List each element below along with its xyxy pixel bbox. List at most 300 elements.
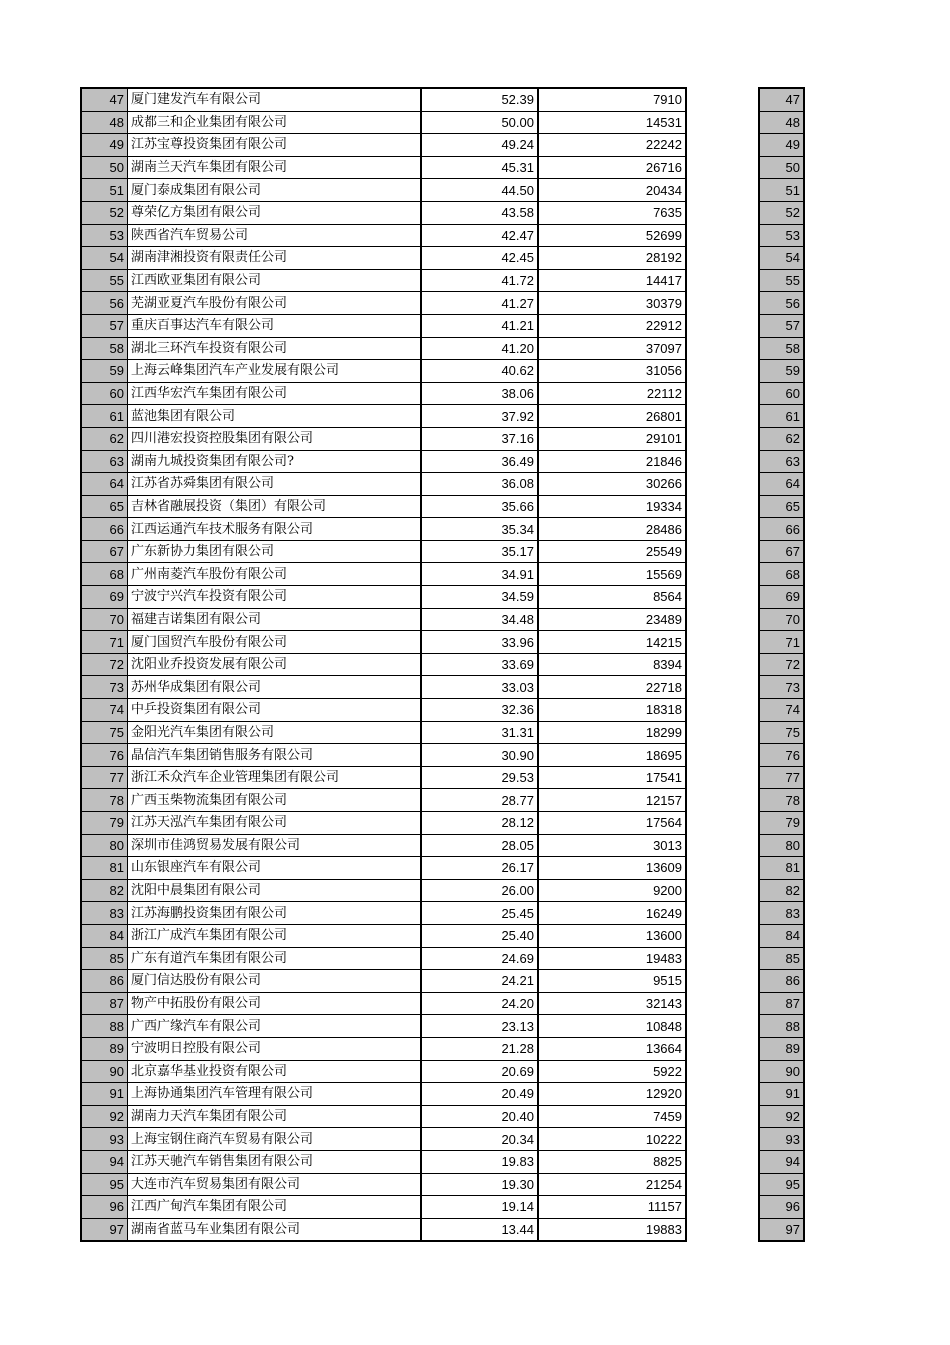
- rank-index-row: [759, 427, 804, 450]
- rank-cell: 55: [81, 269, 128, 292]
- table-row: [81, 450, 686, 473]
- company-name-cell: 四川港宏投资控股集团有限公司: [128, 427, 422, 450]
- value-cell: 25.40: [421, 924, 538, 947]
- value-cell: 20.69: [421, 1060, 538, 1083]
- rank-index-row: [759, 879, 804, 902]
- rank-cell: 71: [81, 631, 128, 654]
- rank-cell: 54: [81, 247, 128, 270]
- rank-index-cell: 82: [759, 879, 804, 902]
- table-row: [81, 337, 686, 360]
- value-cell: 43.58: [421, 201, 538, 224]
- count-cell: 7459: [538, 1105, 686, 1128]
- rank-index-row: [759, 812, 804, 835]
- value-cell: 36.49: [421, 450, 538, 473]
- rank-index-cell: 86: [759, 970, 804, 993]
- table-row: [81, 924, 686, 947]
- company-name-cell: 陕西省汽车贸易公司: [128, 224, 422, 247]
- company-name-cell: 湖南兰天汽车集团有限公司: [128, 156, 422, 179]
- rank-index-column: [758, 87, 805, 1242]
- table-row: [81, 563, 686, 586]
- rank-cell: 66: [81, 518, 128, 541]
- rank-index-cell: 48: [759, 111, 804, 134]
- rank-cell: 82: [81, 879, 128, 902]
- rank-index-row: [759, 924, 804, 947]
- value-cell: 41.21: [421, 314, 538, 337]
- rank-index-row: [759, 857, 804, 880]
- rank-index-cell: 50: [759, 156, 804, 179]
- count-cell: 7910: [538, 88, 686, 111]
- value-cell: 24.20: [421, 992, 538, 1015]
- ranking-table-body: [81, 88, 686, 1241]
- value-cell: 34.91: [421, 563, 538, 586]
- company-name-cell: 福建吉诺集团有限公司: [128, 608, 422, 631]
- rank-cell: 89: [81, 1037, 128, 1060]
- table-row: [81, 1128, 686, 1151]
- rank-cell: 70: [81, 608, 128, 631]
- company-name-cell: 江苏省苏舜集团有限公司: [128, 473, 422, 496]
- company-name-cell: 湖南省蓝马车业集团有限公司: [128, 1218, 422, 1241]
- rank-index-row: [759, 789, 804, 812]
- rank-cell: 47: [81, 88, 128, 111]
- value-cell: 30.90: [421, 744, 538, 767]
- company-name-cell: 尊荣亿方集团有限公司: [128, 201, 422, 224]
- rank-cell: 83: [81, 902, 128, 925]
- rank-cell: 59: [81, 360, 128, 383]
- value-cell: 45.31: [421, 156, 538, 179]
- rank-cell: 76: [81, 744, 128, 767]
- rank-index-row: [759, 1150, 804, 1173]
- rank-index-cell: 77: [759, 766, 804, 789]
- rank-index-cell: 53: [759, 224, 804, 247]
- table-row: [81, 789, 686, 812]
- table-row: [81, 1105, 686, 1128]
- value-cell: 19.30: [421, 1173, 538, 1196]
- rank-index-row: [759, 766, 804, 789]
- company-name-cell: 上海云峰集团汽车产业发展有限公司: [128, 360, 422, 383]
- company-name-cell: 江苏天泓汽车集团有限公司: [128, 812, 422, 835]
- value-cell: 34.48: [421, 608, 538, 631]
- table-row: [81, 766, 686, 789]
- rank-index-cell: 69: [759, 586, 804, 609]
- rank-index-row: [759, 360, 804, 383]
- rank-cell: 95: [81, 1173, 128, 1196]
- value-cell: 50.00: [421, 111, 538, 134]
- rank-index-row: [759, 495, 804, 518]
- rank-cell: 90: [81, 1060, 128, 1083]
- rank-index-row: [759, 247, 804, 270]
- company-name-cell: 广东新协力集团有限公司: [128, 540, 422, 563]
- rank-index-row: [759, 382, 804, 405]
- rank-index-cell: 84: [759, 924, 804, 947]
- rank-cell: 64: [81, 473, 128, 496]
- rank-cell: 92: [81, 1105, 128, 1128]
- rank-index-cell: 83: [759, 902, 804, 925]
- value-cell: 31.31: [421, 721, 538, 744]
- table-row: [81, 540, 686, 563]
- count-cell: 32143: [538, 992, 686, 1015]
- company-name-cell: 厦门泰成集团有限公司: [128, 179, 422, 202]
- rank-index-row: [759, 1128, 804, 1151]
- count-cell: 22242: [538, 134, 686, 157]
- count-cell: 29101: [538, 427, 686, 450]
- value-cell: 35.17: [421, 540, 538, 563]
- rank-index-row: [759, 586, 804, 609]
- count-cell: 16249: [538, 902, 686, 925]
- table-row: [81, 857, 686, 880]
- count-cell: 22718: [538, 676, 686, 699]
- count-cell: 28192: [538, 247, 686, 270]
- count-cell: 10848: [538, 1015, 686, 1038]
- count-cell: 17564: [538, 812, 686, 835]
- count-cell: 8394: [538, 653, 686, 676]
- rank-index-row: [759, 111, 804, 134]
- value-cell: 35.34: [421, 518, 538, 541]
- rank-cell: 48: [81, 111, 128, 134]
- value-cell: 41.72: [421, 269, 538, 292]
- company-name-cell: 湖南力天汽车集团有限公司: [128, 1105, 422, 1128]
- rank-cell: 88: [81, 1015, 128, 1038]
- rank-cell: 84: [81, 924, 128, 947]
- rank-index-cell: 88: [759, 1015, 804, 1038]
- table-row: [81, 1037, 686, 1060]
- table-row: [81, 518, 686, 541]
- rank-index-row: [759, 563, 804, 586]
- company-name-cell: 广东有道汽车集团有限公司: [128, 947, 422, 970]
- count-cell: 26801: [538, 405, 686, 428]
- value-cell: 49.24: [421, 134, 538, 157]
- rank-index-cell: 68: [759, 563, 804, 586]
- rank-index-cell: 90: [759, 1060, 804, 1083]
- rank-cell: 73: [81, 676, 128, 699]
- rank-index-row: [759, 653, 804, 676]
- rank-cell: 75: [81, 721, 128, 744]
- rank-index-cell: 89: [759, 1037, 804, 1060]
- count-cell: 19483: [538, 947, 686, 970]
- rank-index-row: [759, 473, 804, 496]
- table-row: [81, 247, 686, 270]
- company-name-cell: 厦门建发汽车有限公司: [128, 88, 422, 111]
- table-row: [81, 111, 686, 134]
- value-cell: 24.69: [421, 947, 538, 970]
- rank-index-cell: 79: [759, 812, 804, 835]
- rank-index-cell: 76: [759, 744, 804, 767]
- rank-index-cell: 57: [759, 314, 804, 337]
- rank-index-row: [759, 676, 804, 699]
- count-cell: 31056: [538, 360, 686, 383]
- value-cell: 35.66: [421, 495, 538, 518]
- rank-cell: 80: [81, 834, 128, 857]
- rank-index-row: [759, 1173, 804, 1196]
- rank-index-cell: 59: [759, 360, 804, 383]
- company-name-cell: 江西欧亚集团有限公司: [128, 269, 422, 292]
- count-cell: 15569: [538, 563, 686, 586]
- rank-cell: 93: [81, 1128, 128, 1151]
- company-name-cell: 重庆百事达汽车有限公司: [128, 314, 422, 337]
- table-row: [81, 812, 686, 835]
- rank-index-row: [759, 450, 804, 473]
- count-cell: 17541: [538, 766, 686, 789]
- rank-index-cell: 65: [759, 495, 804, 518]
- value-cell: 38.06: [421, 382, 538, 405]
- company-name-cell: 成都三和企业集团有限公司: [128, 111, 422, 134]
- table-row: [81, 224, 686, 247]
- count-cell: 13600: [538, 924, 686, 947]
- rank-index-cell: 62: [759, 427, 804, 450]
- value-cell: 13.44: [421, 1218, 538, 1241]
- value-cell: 25.45: [421, 902, 538, 925]
- count-cell: 13664: [538, 1037, 686, 1060]
- rank-index-row: [759, 631, 804, 654]
- value-cell: 52.39: [421, 88, 538, 111]
- value-cell: 26.17: [421, 857, 538, 880]
- rank-cell: 78: [81, 789, 128, 812]
- table-row: [81, 1060, 686, 1083]
- rank-index-row: [759, 902, 804, 925]
- rank-cell: 81: [81, 857, 128, 880]
- count-cell: 18318: [538, 699, 686, 722]
- rank-index-row: [759, 608, 804, 631]
- rank-index-cell: 85: [759, 947, 804, 970]
- count-cell: 25549: [538, 540, 686, 563]
- company-name-cell: 物产中拓股份有限公司: [128, 992, 422, 1015]
- company-name-cell: 江西广甸汽车集团有限公司: [128, 1196, 422, 1219]
- company-name-cell: 大连市汽车贸易集团有限公司: [128, 1173, 422, 1196]
- company-name-cell: 湖南九城投资集团有限公司?: [128, 450, 422, 473]
- table-row: [81, 427, 686, 450]
- rank-index-row: [759, 269, 804, 292]
- company-name-cell: 湖南津湘投资有限责任公司: [128, 247, 422, 270]
- company-name-cell: 沈阳业乔投资发展有限公司: [128, 653, 422, 676]
- ranking-table: [80, 87, 687, 1242]
- rank-cell: 91: [81, 1083, 128, 1106]
- rank-index-row: [759, 156, 804, 179]
- company-name-cell: 浙江广成汽车集团有限公司: [128, 924, 422, 947]
- rank-index-cell: 92: [759, 1105, 804, 1128]
- table-row: [81, 360, 686, 383]
- rank-index-cell: 60: [759, 382, 804, 405]
- rank-cell: 96: [81, 1196, 128, 1219]
- rank-cell: 65: [81, 495, 128, 518]
- rank-cell: 57: [81, 314, 128, 337]
- value-cell: 42.45: [421, 247, 538, 270]
- count-cell: 8564: [538, 586, 686, 609]
- rank-index-cell: 51: [759, 179, 804, 202]
- rank-index-row: [759, 1196, 804, 1219]
- rank-index-row: [759, 224, 804, 247]
- table-row: [81, 1150, 686, 1173]
- table-row: [81, 134, 686, 157]
- table-row: [81, 586, 686, 609]
- company-name-cell: 江苏宝尊投资集团有限公司: [128, 134, 422, 157]
- rank-index-row: [759, 337, 804, 360]
- table-row: [81, 269, 686, 292]
- rank-index-cell: 54: [759, 247, 804, 270]
- rank-cell: 68: [81, 563, 128, 586]
- rank-index-cell: 95: [759, 1173, 804, 1196]
- table-row: [81, 201, 686, 224]
- count-cell: 18695: [538, 744, 686, 767]
- company-name-cell: 中乒投资集团有限公司: [128, 699, 422, 722]
- rank-cell: 53: [81, 224, 128, 247]
- company-name-cell: 山东银座汽车有限公司: [128, 857, 422, 880]
- table-row: [81, 1218, 686, 1241]
- count-cell: 14531: [538, 111, 686, 134]
- table-row: [81, 970, 686, 993]
- count-cell: 18299: [538, 721, 686, 744]
- company-name-cell: 蓝池集团有限公司: [128, 405, 422, 428]
- count-cell: 30266: [538, 473, 686, 496]
- table-row: [81, 495, 686, 518]
- value-cell: 34.59: [421, 586, 538, 609]
- rank-cell: 74: [81, 699, 128, 722]
- rank-index-row: [759, 405, 804, 428]
- rank-index-row: [759, 88, 804, 111]
- company-name-cell: 江苏海鹏投资集团有限公司: [128, 902, 422, 925]
- table-row: [81, 473, 686, 496]
- count-cell: 52699: [538, 224, 686, 247]
- company-name-cell: 湖北三环汽车投资有限公司: [128, 337, 422, 360]
- rank-cell: 62: [81, 427, 128, 450]
- rank-index-cell: 71: [759, 631, 804, 654]
- rank-index-row: [759, 834, 804, 857]
- count-cell: 12157: [538, 789, 686, 812]
- rank-cell: 61: [81, 405, 128, 428]
- value-cell: 20.40: [421, 1105, 538, 1128]
- value-cell: 20.49: [421, 1083, 538, 1106]
- company-name-cell: 上海协通集团汽车管理有限公司: [128, 1083, 422, 1106]
- value-cell: 19.14: [421, 1196, 538, 1219]
- value-cell: 41.27: [421, 292, 538, 315]
- count-cell: 37097: [538, 337, 686, 360]
- count-cell: 21846: [538, 450, 686, 473]
- rank-index-row: [759, 292, 804, 315]
- value-cell: 37.92: [421, 405, 538, 428]
- company-name-cell: 厦门国贸汽车股份有限公司: [128, 631, 422, 654]
- value-cell: 19.83: [421, 1150, 538, 1173]
- value-cell: 33.69: [421, 653, 538, 676]
- rank-index-cell: 93: [759, 1128, 804, 1151]
- company-name-cell: 北京嘉华基业投资有限公司: [128, 1060, 422, 1083]
- table-row: [81, 314, 686, 337]
- count-cell: 5922: [538, 1060, 686, 1083]
- rank-index-row: [759, 1105, 804, 1128]
- rank-index-cell: 55: [759, 269, 804, 292]
- rank-cell: 87: [81, 992, 128, 1015]
- rank-index-cell: 74: [759, 699, 804, 722]
- table-row: [81, 947, 686, 970]
- rank-cell: 58: [81, 337, 128, 360]
- count-cell: 7635: [538, 201, 686, 224]
- count-cell: 14417: [538, 269, 686, 292]
- count-cell: 21254: [538, 1173, 686, 1196]
- rank-index-cell: 49: [759, 134, 804, 157]
- rank-index-cell: 78: [759, 789, 804, 812]
- rank-index-cell: 66: [759, 518, 804, 541]
- count-cell: 9515: [538, 970, 686, 993]
- rank-cell: 56: [81, 292, 128, 315]
- rank-cell: 67: [81, 540, 128, 563]
- value-cell: 37.16: [421, 427, 538, 450]
- company-name-cell: 江西华宏汽车集团有限公司: [128, 382, 422, 405]
- rank-cell: 85: [81, 947, 128, 970]
- value-cell: 33.03: [421, 676, 538, 699]
- table-row: [81, 992, 686, 1015]
- rank-index-cell: 75: [759, 721, 804, 744]
- rank-index-row: [759, 1015, 804, 1038]
- table-row: [81, 902, 686, 925]
- table-row: [81, 699, 686, 722]
- rank-index-row: [759, 699, 804, 722]
- count-cell: 3013: [538, 834, 686, 857]
- value-cell: 42.47: [421, 224, 538, 247]
- rank-index-cell: 97: [759, 1218, 804, 1241]
- company-name-cell: 广西玉柴物流集团有限公司: [128, 789, 422, 812]
- company-name-cell: 宁波宁兴汽车投资有限公司: [128, 586, 422, 609]
- rank-index-row: [759, 314, 804, 337]
- company-name-cell: 厦门信达股份有限公司: [128, 970, 422, 993]
- rank-index-cell: 47: [759, 88, 804, 111]
- rank-index-row: [759, 1218, 804, 1241]
- company-name-cell: 吉林省融展投资（集团）有限公司: [128, 495, 422, 518]
- value-cell: 20.34: [421, 1128, 538, 1151]
- rank-index-row: [759, 744, 804, 767]
- rank-index-cell: 72: [759, 653, 804, 676]
- rank-index-row: [759, 540, 804, 563]
- count-cell: 14215: [538, 631, 686, 654]
- rank-index-body: [759, 88, 804, 1241]
- company-name-cell: 上海宝钢住商汽车贸易有限公司: [128, 1128, 422, 1151]
- rank-cell: 51: [81, 179, 128, 202]
- rank-index-row: [759, 992, 804, 1015]
- company-name-cell: 芜湖亚夏汽车股份有限公司: [128, 292, 422, 315]
- table-row: [81, 879, 686, 902]
- company-name-cell: 广西广缘汽车有限公司: [128, 1015, 422, 1038]
- rank-index-cell: 94: [759, 1150, 804, 1173]
- value-cell: 26.00: [421, 879, 538, 902]
- rank-index-row: [759, 518, 804, 541]
- rank-index-row: [759, 970, 804, 993]
- table-row: [81, 88, 686, 111]
- table-row: [81, 382, 686, 405]
- rank-cell: 49: [81, 134, 128, 157]
- table-row: [81, 1173, 686, 1196]
- count-cell: 11157: [538, 1196, 686, 1219]
- value-cell: 40.62: [421, 360, 538, 383]
- rank-index-row: [759, 134, 804, 157]
- value-cell: 41.20: [421, 337, 538, 360]
- table-row: [81, 744, 686, 767]
- rank-cell: 50: [81, 156, 128, 179]
- table-row: [81, 608, 686, 631]
- company-name-cell: 江苏天驰汽车销售集团有限公司: [128, 1150, 422, 1173]
- count-cell: 19883: [538, 1218, 686, 1241]
- rank-index-row: [759, 179, 804, 202]
- count-cell: 26716: [538, 156, 686, 179]
- rank-index-row: [759, 201, 804, 224]
- value-cell: 28.05: [421, 834, 538, 857]
- value-cell: 33.96: [421, 631, 538, 654]
- rank-index-cell: 61: [759, 405, 804, 428]
- count-cell: 23489: [538, 608, 686, 631]
- company-name-cell: 广州南菱汽车股份有限公司: [128, 563, 422, 586]
- rank-index-row: [759, 1060, 804, 1083]
- value-cell: 44.50: [421, 179, 538, 202]
- count-cell: 20434: [538, 179, 686, 202]
- count-cell: 22112: [538, 382, 686, 405]
- rank-index-cell: 87: [759, 992, 804, 1015]
- count-cell: 12920: [538, 1083, 686, 1106]
- rank-index-row: [759, 721, 804, 744]
